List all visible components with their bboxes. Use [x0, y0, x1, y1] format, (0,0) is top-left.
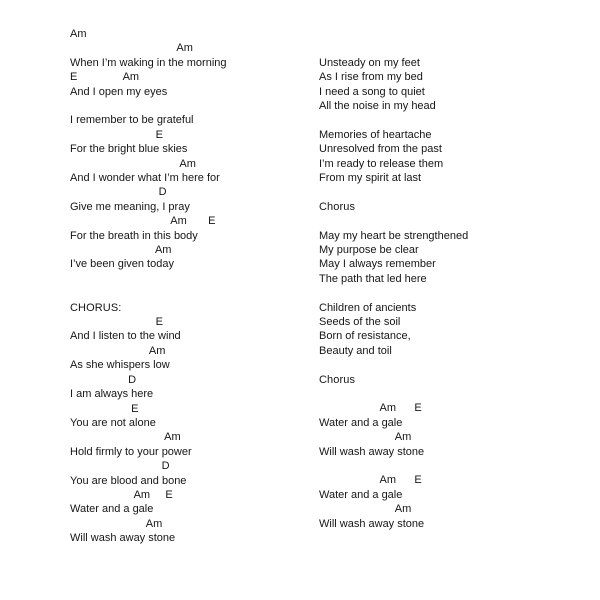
section-heading: Chorus — [319, 200, 356, 213]
blank-line — [70, 286, 227, 300]
chord-line: E — [70, 128, 163, 141]
lyric-line: Beauty and toil — [319, 344, 392, 357]
lyric-line: Water and a gale — [319, 488, 403, 501]
lyric-line: When I’m waking in the morning — [70, 56, 227, 69]
chord-line: D — [70, 460, 170, 473]
chord-line: D — [70, 373, 137, 386]
blank-line — [319, 214, 468, 228]
lyric-line: And I wonder what I’m here for — [70, 172, 220, 185]
lyric-line: Born of resistance, — [319, 330, 411, 343]
blank-line — [319, 286, 468, 300]
chord-line: E — [70, 402, 139, 415]
chord-line: E Am — [70, 71, 140, 84]
lyric-line: Children of ancients — [319, 301, 417, 314]
chord-line: Am — [70, 157, 196, 170]
lyric-line: Memories of heartache — [319, 128, 432, 141]
lyric-line: You are blood and bone — [70, 474, 187, 487]
lyric-line: As I rise from my bed — [319, 71, 423, 84]
lyric-line: And I listen to the wind — [70, 330, 181, 343]
chord-line: E — [70, 316, 163, 329]
blank-line — [319, 387, 468, 401]
lyric-line: Seeds of the soil — [319, 316, 401, 329]
chord-line: Am — [70, 517, 163, 530]
chord-line: D — [70, 186, 167, 199]
lyric-line: Unresolved from the past — [319, 143, 442, 156]
lyric-line: For the breath in this body — [70, 229, 198, 242]
lyrics-column-left — [70, 27, 227, 546]
lyric-line: Water and a gale — [319, 416, 403, 429]
lyric-line: Will wash away stone — [319, 517, 425, 530]
lyric-line: As she whispers low — [70, 359, 170, 372]
chord-line: Am — [70, 344, 166, 357]
lyric-line: I am always here — [70, 388, 154, 401]
lyrics-column-right — [319, 56, 468, 531]
lyric-line: May I always remember — [319, 258, 436, 271]
lyric-line: All the noise in my head — [319, 100, 436, 113]
lyric-line: From my spirit at last — [319, 172, 422, 185]
blank-line — [70, 99, 227, 113]
lyric-line: Hold firmly to your power — [70, 445, 192, 458]
lyric-line: I need a song to quiet — [319, 85, 425, 98]
lyric-line: Will wash away stone — [70, 532, 176, 545]
lyric-line: I’m ready to release them — [319, 157, 444, 170]
lyric-line: I remember to be grateful — [70, 114, 194, 127]
lyric-line: Give me meaning, I pray — [70, 200, 190, 213]
lyric-line: Unsteady on my feet — [319, 56, 420, 69]
chord-line: Am — [70, 431, 181, 444]
chord-line: Am — [70, 28, 87, 40]
lyric-line: May my heart be strengthened — [319, 229, 469, 242]
section-heading: CHORUS: — [70, 301, 122, 314]
blank-line — [319, 113, 468, 127]
blank-line — [319, 459, 468, 473]
chord-line: Am E — [70, 215, 216, 228]
lyric-line: I’ve been given today — [70, 258, 174, 271]
blank-line — [70, 272, 227, 286]
blank-line — [319, 358, 468, 372]
lyric-line: The path that led here — [319, 272, 427, 285]
chord-line: Am — [70, 42, 193, 55]
chord-line: Am E — [70, 488, 173, 501]
lyric-line: Water and a gale — [70, 503, 154, 516]
chord-line: Am E — [319, 402, 422, 415]
chord-line: Am — [319, 503, 412, 516]
lyric-line: Will wash away stone — [319, 445, 425, 458]
lyric-line: For the bright blue skies — [70, 143, 188, 156]
lyric-line: My purpose be clear — [319, 244, 419, 257]
chord-line: Am — [319, 431, 412, 444]
chord-line: Am — [70, 244, 172, 257]
lyric-line: And I open my eyes — [70, 85, 168, 98]
blank-line — [319, 185, 468, 199]
chord-line: Am E — [319, 474, 422, 487]
lyric-line: You are not alone — [70, 416, 156, 429]
section-heading: Chorus — [319, 373, 356, 386]
